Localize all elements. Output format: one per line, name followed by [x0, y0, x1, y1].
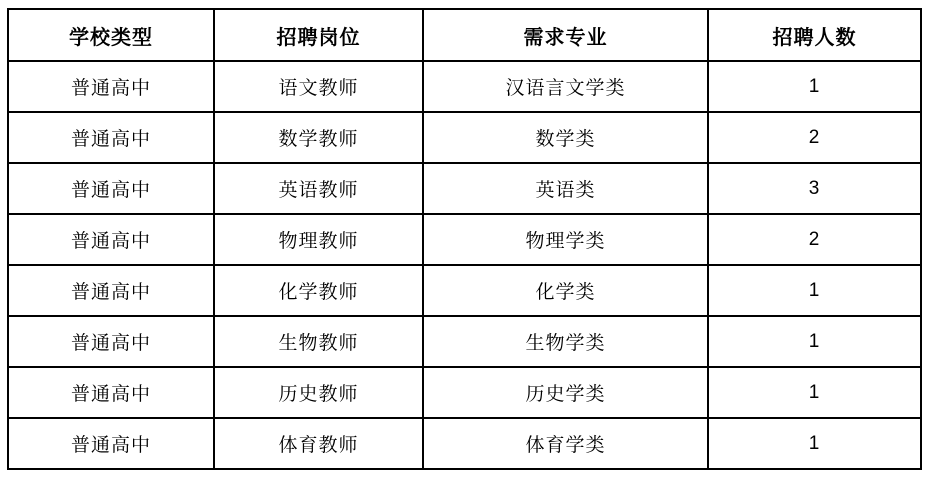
column-header-0: 学校类型	[8, 9, 214, 61]
table-cell: 2	[708, 112, 921, 163]
column-header-2: 需求专业	[423, 9, 708, 61]
table-cell: 普通高中	[8, 367, 214, 418]
table-cell: 普通高中	[8, 112, 214, 163]
table-cell: 普通高中	[8, 163, 214, 214]
table-cell: 1	[708, 367, 921, 418]
table-row	[8, 163, 921, 214]
header-row	[8, 9, 921, 61]
table-row	[8, 316, 921, 367]
table-cell: 汉语言文学类	[423, 61, 708, 112]
table-cell: 普通高中	[8, 61, 214, 112]
table-cell: 化学类	[423, 265, 708, 316]
table-row	[8, 112, 921, 163]
table-cell: 1	[708, 418, 921, 469]
table-cell: 物理教师	[214, 214, 423, 265]
table-row	[8, 367, 921, 418]
table-cell: 物理学类	[423, 214, 708, 265]
table-row	[8, 418, 921, 469]
table-row	[8, 214, 921, 265]
table-cell: 2	[708, 214, 921, 265]
table-cell: 普通高中	[8, 418, 214, 469]
table-cell: 历史教师	[214, 367, 423, 418]
table-cell: 3	[708, 163, 921, 214]
table-cell: 生物学类	[423, 316, 708, 367]
column-header-3: 招聘人数	[708, 9, 921, 61]
table-cell: 体育学类	[423, 418, 708, 469]
table-cell: 英语教师	[214, 163, 423, 214]
table-row	[8, 61, 921, 112]
table-cell: 1	[708, 265, 921, 316]
table-cell: 语文教师	[214, 61, 423, 112]
table-cell: 化学教师	[214, 265, 423, 316]
recruitment-table	[7, 8, 922, 470]
table-body	[8, 61, 921, 469]
table-cell: 普通高中	[8, 265, 214, 316]
table-row	[8, 265, 921, 316]
table-cell: 数学教师	[214, 112, 423, 163]
table-cell: 普通高中	[8, 214, 214, 265]
table-cell: 生物教师	[214, 316, 423, 367]
table-cell: 1	[708, 316, 921, 367]
table-cell: 数学类	[423, 112, 708, 163]
table-cell: 历史学类	[423, 367, 708, 418]
table-cell: 1	[708, 61, 921, 112]
table-cell: 英语类	[423, 163, 708, 214]
table-cell: 普通高中	[8, 316, 214, 367]
column-header-1: 招聘岗位	[214, 9, 423, 61]
table-cell: 体育教师	[214, 418, 423, 469]
